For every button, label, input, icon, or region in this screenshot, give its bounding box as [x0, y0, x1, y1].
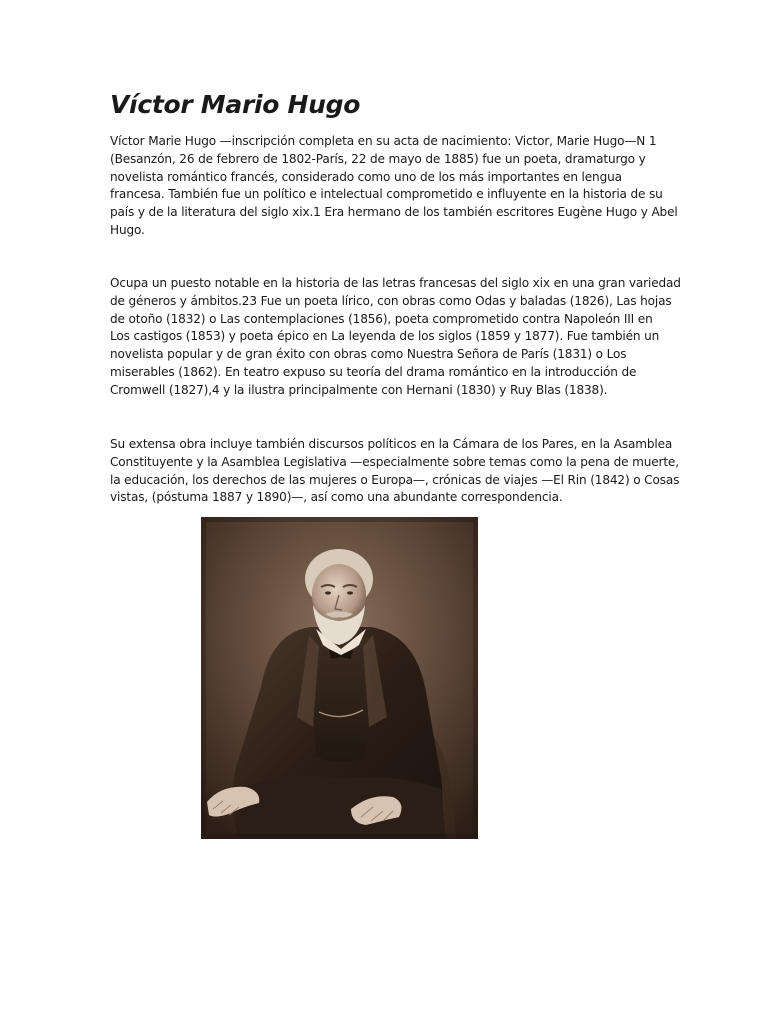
paragraph-line: país y de la literatura del siglo xix.1 Era hermano de los también escritores Eugène Hugo y Abel — [110, 205, 678, 220]
paragraph-line: Los castigos (1853) y poeta épico en La leyenda de los siglos (1859 y 1877). Fue también un — [110, 329, 660, 344]
portrait-illustration — [201, 517, 478, 839]
paragraph-line: Ocupa un puesto notable en la historia de las letras francesas del siglo xix en una gran variedad — [110, 276, 681, 290]
paragraph-line: miserables (1862). En teatro expuso su teoría del drama romántico en la introducción de — [110, 364, 637, 379]
paragraph-3 — [110, 436, 680, 507]
paragraph-line: Hugo. — [110, 222, 145, 237]
paragraph-line: vistas, (póstuma 1887 y 1890)—, así como una abundante correspondencia. — [110, 490, 563, 505]
left-eye — [325, 591, 331, 594]
paragraph-line: novelista romántico francés, considerado como uno de los más importantes en lengua — [110, 169, 622, 184]
trousers — [236, 777, 446, 839]
paragraph-line: francesa. También fue un político e intelectual comprometido e influyente en la historia de su — [110, 187, 663, 202]
paragraph-line: de géneros y ámbitos.23 Fue un poeta lírico, con obras como Odas y baladas (1826), Las hojas — [110, 293, 672, 308]
paragraph-line: Constituyente y la Asamblea Legislativa —especialmente sobre temas como la pena de muerte, — [110, 454, 679, 469]
document-title: Víctor Mario Hugo — [110, 90, 361, 119]
paragraph-2 — [110, 275, 681, 400]
paragraph-line: Su extensa obra incluye también discursos políticos en la Cámara de los Pares, en la Asamblea — [110, 437, 673, 451]
paragraph-line: novelista popular y de gran éxito con obras como Nuestra Señora de París (1831) o Los — [110, 347, 627, 362]
paragraph-line: Cromwell (1827),4 y la ilustra principalmente con Hernani (1830) y Ruy Blas (1838). — [110, 382, 608, 397]
paragraph-line: de otoño (1832) o Las contemplaciones (1856), poeta comprometido contra Napoleón III en — [110, 311, 653, 326]
paragraph-line: la educación, los derechos de las mujeres o Europa—, crónicas de viajes —El Rin (1842) o Cosas — [110, 472, 680, 487]
paragraph-line: (Besanzón, 26 de febrero de 1802-París, 22 de mayo de 1885) fue un poeta, dramaturgo y — [110, 151, 646, 166]
portrait-photo — [201, 517, 478, 839]
right-eye — [347, 591, 353, 594]
paragraph-line: Víctor Marie Hugo —inscripción completa en su acta de nacimiento: Victor, Marie Hugo—N 1 — [110, 134, 657, 148]
paragraph-1 — [110, 133, 678, 240]
